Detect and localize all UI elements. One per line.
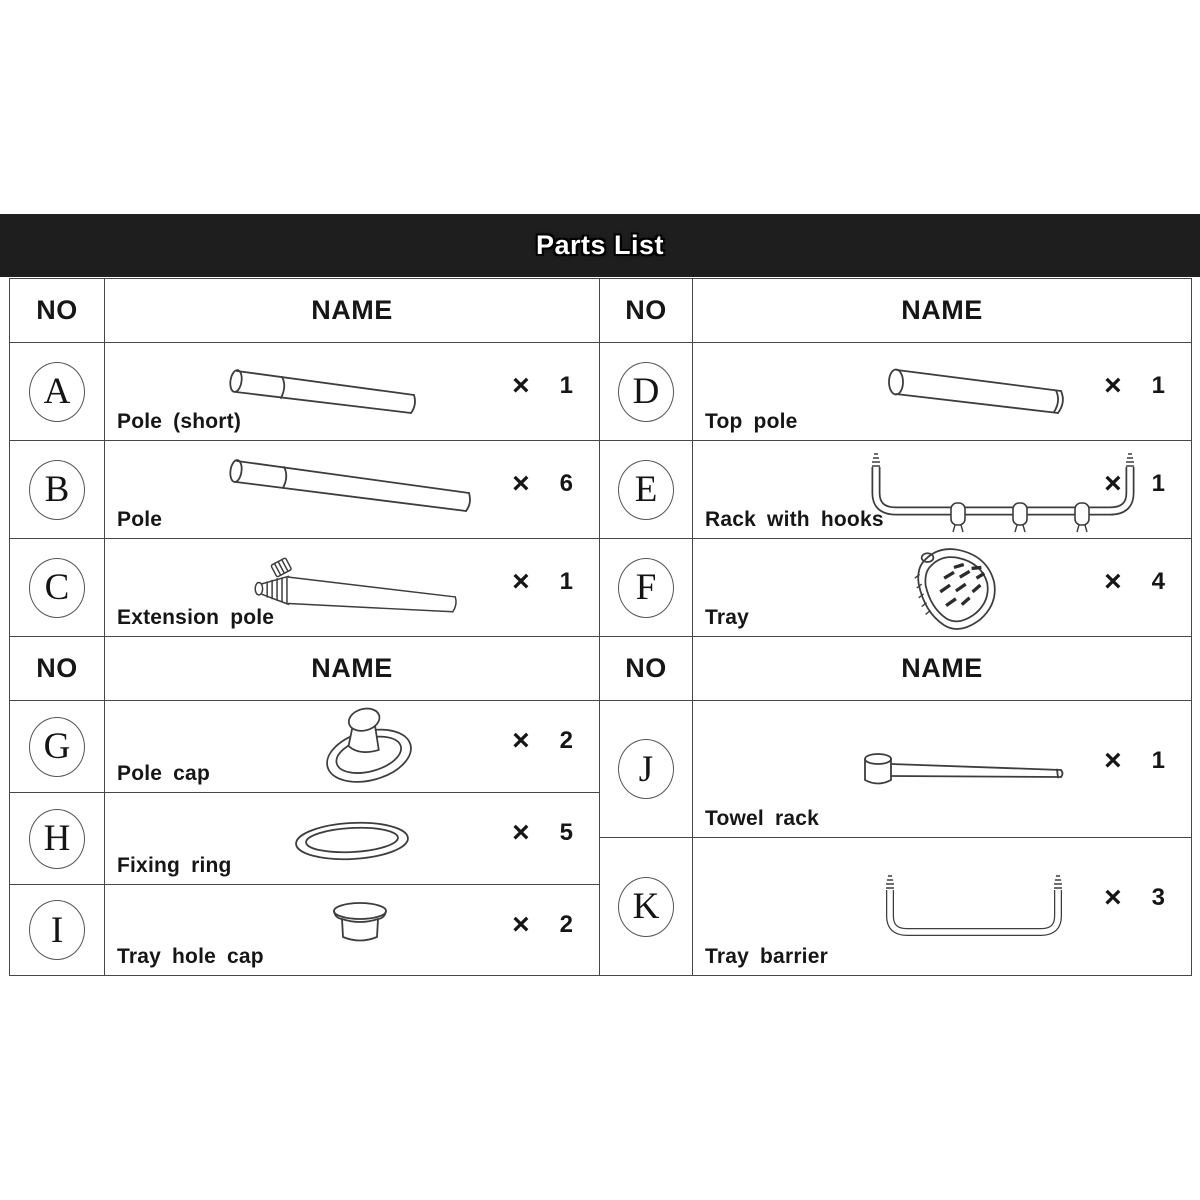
towel-rack-drawing	[861, 749, 1073, 793]
col-header-no	[10, 637, 105, 701]
corner-tray-drawing	[896, 541, 1008, 635]
part-a-qty-value: 1	[559, 371, 573, 399]
part-e-name-cell	[693, 441, 1191, 539]
part-a-label: Pole (short)	[117, 410, 242, 433]
part-f-label: Tray	[705, 606, 749, 629]
part-k-badge: K	[618, 877, 674, 937]
part-k-name-cell	[693, 838, 1191, 975]
part-b-badge: B	[29, 460, 85, 520]
part-d-badge: D	[618, 362, 674, 422]
part-i-badge: I	[29, 900, 85, 960]
top-pole-drawing	[885, 367, 1075, 422]
part-c-name-cell	[105, 539, 600, 637]
part-a-badge: A	[29, 362, 85, 422]
col-header-name	[105, 637, 600, 701]
multiply-icon: ×	[1104, 368, 1122, 402]
part-d-qty-value: 1	[1151, 371, 1165, 399]
pole-cap-drawing	[317, 707, 422, 787]
part-c-qty-value: 1	[559, 567, 573, 595]
part-g-qty	[512, 726, 573, 756]
multiply-icon: ×	[512, 907, 530, 941]
part-f-qty-value: 4	[1151, 567, 1165, 595]
pole-short-drawing	[227, 367, 422, 419]
part-j-qty	[1104, 743, 1165, 777]
part-e-qty-value: 1	[1151, 469, 1165, 497]
tray-hole-cap-drawing	[331, 901, 389, 947]
col-header-no-label: NO	[625, 295, 667, 325]
part-h-qty	[512, 818, 573, 848]
part-j-label: Towel rack	[705, 807, 819, 830]
col-header-name	[693, 637, 1191, 701]
multiply-icon: ×	[512, 724, 530, 758]
part-d-name-cell	[693, 343, 1191, 441]
title-bar	[0, 214, 1200, 277]
col-header-no	[10, 279, 105, 343]
col-header-name-label: NAME	[311, 653, 393, 683]
tray-barrier-drawing	[873, 874, 1075, 950]
part-g-badge: G	[29, 717, 85, 777]
col-header-name	[105, 279, 600, 343]
multiply-icon: ×	[512, 466, 530, 500]
part-i-name-cell	[105, 885, 600, 975]
fixing-ring-drawing	[293, 819, 411, 863]
part-c-badge: C	[29, 558, 85, 618]
multiply-icon: ×	[512, 368, 530, 402]
multiply-icon: ×	[1104, 743, 1122, 777]
part-i-qty-value: 2	[559, 910, 573, 938]
col-header-name	[693, 279, 1191, 343]
part-f-no-cell	[600, 539, 693, 637]
part-h-no-cell	[10, 793, 105, 885]
part-j-badge: J	[618, 739, 674, 799]
part-j-qty-value: 1	[1151, 746, 1165, 774]
part-b-label: Pole	[117, 508, 163, 531]
part-f-qty	[1104, 564, 1165, 598]
part-b-name-cell	[105, 441, 600, 539]
part-i-qty	[512, 907, 573, 941]
part-c-label: Extension pole	[117, 606, 275, 629]
part-k-qty-value: 3	[1151, 884, 1165, 912]
part-g-qty-value: 2	[559, 727, 573, 755]
part-e-label: Rack with hooks	[705, 508, 884, 531]
part-e-badge: E	[618, 460, 674, 520]
col-header-no-label: NO	[625, 653, 667, 683]
col-header-no-label: NO	[36, 295, 78, 325]
part-e-no-cell	[600, 441, 693, 539]
part-h-qty-value: 5	[559, 819, 573, 847]
part-g-label: Pole cap	[117, 762, 210, 785]
part-g-no-cell	[10, 701, 105, 793]
col-header-no	[600, 279, 693, 343]
part-c-qty	[512, 564, 573, 598]
parts-table	[9, 278, 1192, 976]
part-d-no-cell	[600, 343, 693, 441]
col-header-no	[600, 637, 693, 701]
part-h-badge: H	[29, 809, 85, 869]
multiply-icon: ×	[1104, 466, 1122, 500]
multiply-icon: ×	[1104, 564, 1122, 598]
page-title: Parts List	[535, 230, 665, 260]
multiply-icon: ×	[1104, 881, 1122, 915]
part-i-label: Tray hole cap	[117, 945, 264, 968]
part-h-label: Fixing ring	[117, 854, 232, 877]
part-d-label: Top pole	[705, 410, 798, 433]
part-j-no-cell	[600, 701, 693, 838]
part-i-no-cell	[10, 885, 105, 975]
part-d-qty	[1104, 368, 1165, 402]
part-b-qty	[512, 466, 573, 500]
col-header-no-label: NO	[36, 653, 78, 683]
part-k-label: Tray barrier	[705, 945, 828, 968]
part-e-qty	[1104, 466, 1165, 500]
multiply-icon: ×	[512, 564, 530, 598]
part-b-qty-value: 6	[559, 469, 573, 497]
part-c-no-cell	[10, 539, 105, 637]
part-a-qty	[512, 368, 573, 402]
col-header-name-label: NAME	[901, 653, 983, 683]
part-k-no-cell	[600, 838, 693, 975]
part-h-name-cell	[105, 793, 600, 885]
part-a-no-cell	[10, 343, 105, 441]
multiply-icon: ×	[512, 816, 530, 850]
part-a-name-cell	[105, 343, 600, 441]
part-f-badge: F	[618, 558, 674, 618]
part-g-name-cell	[105, 701, 600, 793]
part-b-no-cell	[10, 441, 105, 539]
part-f-name-cell	[693, 539, 1191, 637]
col-header-name-label: NAME	[311, 295, 393, 325]
part-k-qty	[1104, 883, 1165, 913]
col-header-name-label: NAME	[901, 295, 983, 325]
part-j-name-cell	[693, 701, 1191, 838]
pole-drawing	[227, 457, 477, 517]
